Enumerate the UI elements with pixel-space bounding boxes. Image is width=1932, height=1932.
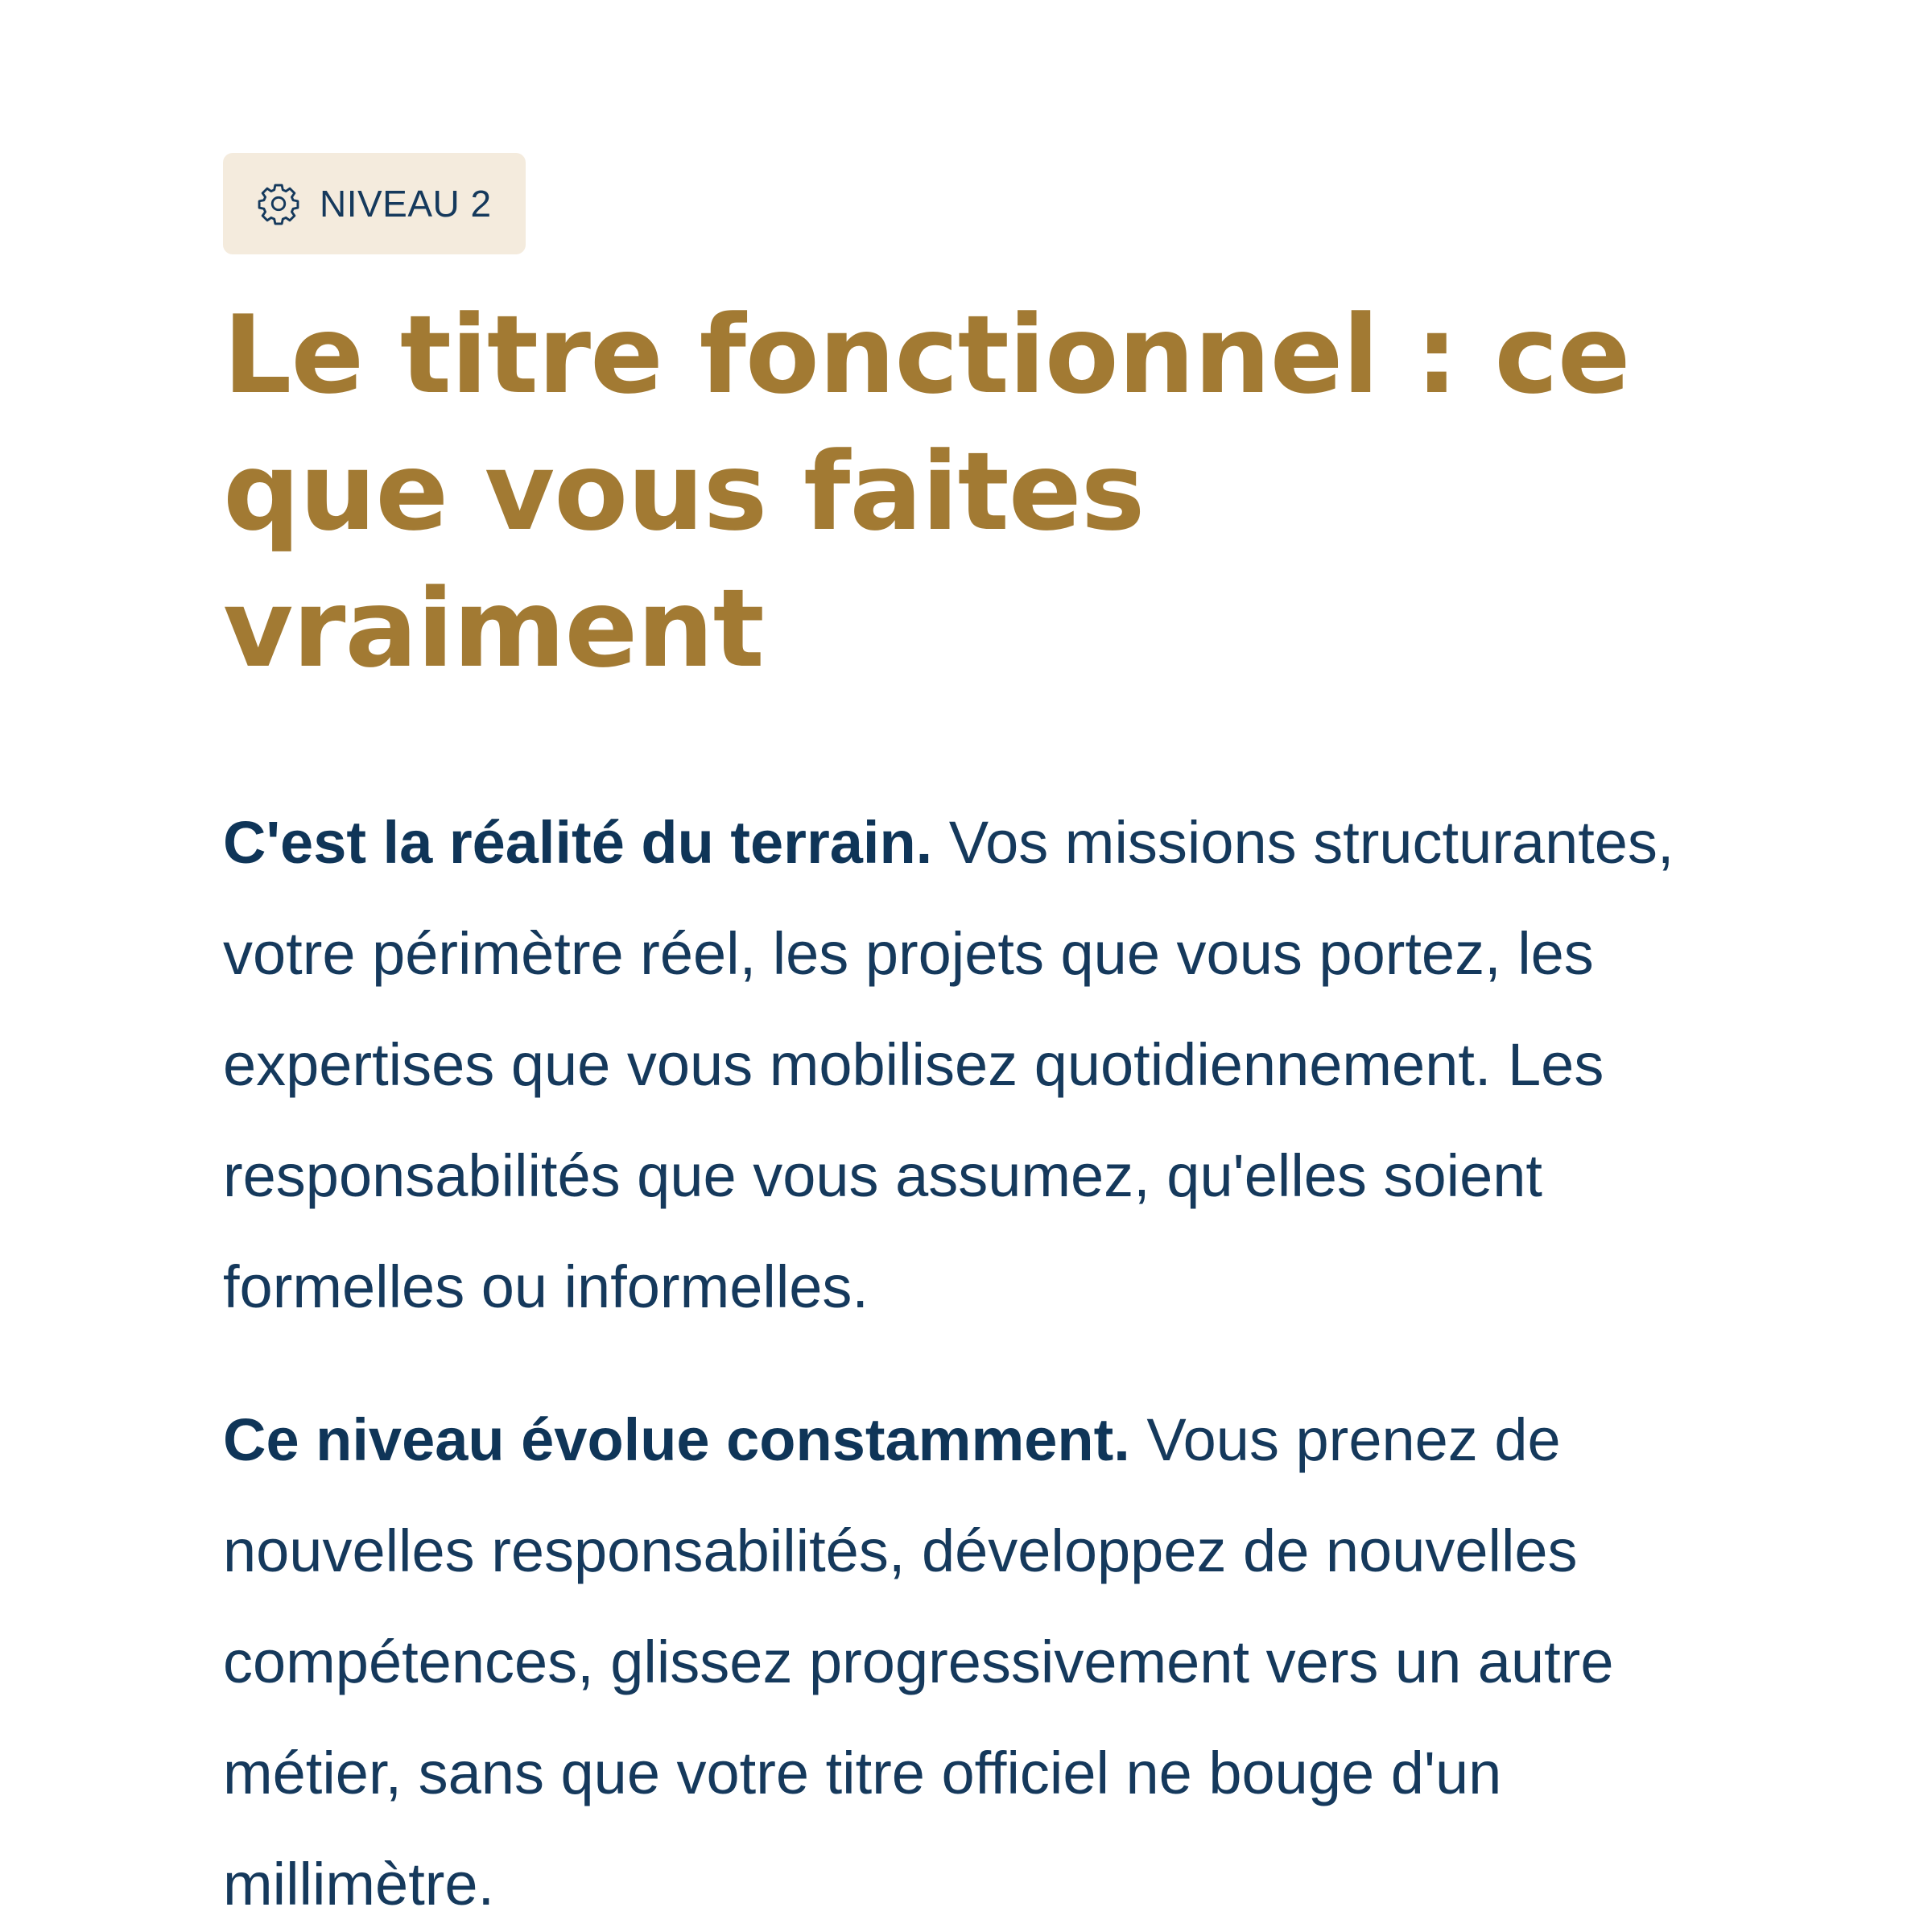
badge-label: NIVEAU 2: [320, 183, 492, 225]
page-title: Le titre fonctionnel : ce que vous faites vraiment: [223, 292, 1630, 691]
paragraph-1-lead: C'est la réalité du terrain.: [223, 809, 933, 876]
paragraph-1-text: Vos missions structurantes, votre périmètre réel, les projets que vous portez, les expertises que vous mobilisez quotidiennement. Les responsabilités que vous assumez, qu'elles soient formelles ou informelles.: [223, 809, 1674, 1320]
paragraph-2-lead: Ce niveau évolue constamment.: [223, 1406, 1130, 1473]
level-badge: [223, 153, 526, 254]
gear-icon: [255, 180, 302, 227]
paragraph-2: [223, 1385, 1709, 1932]
paragraph-1: [223, 787, 1709, 1343]
paragraph-2-text: Vous prenez de nouvelles responsabilités, développez de nouvelles compétences, glissez progressivement vers un autre métier, sans que votre titre officiel ne bouge d'un millimètre.: [223, 1406, 1614, 1918]
